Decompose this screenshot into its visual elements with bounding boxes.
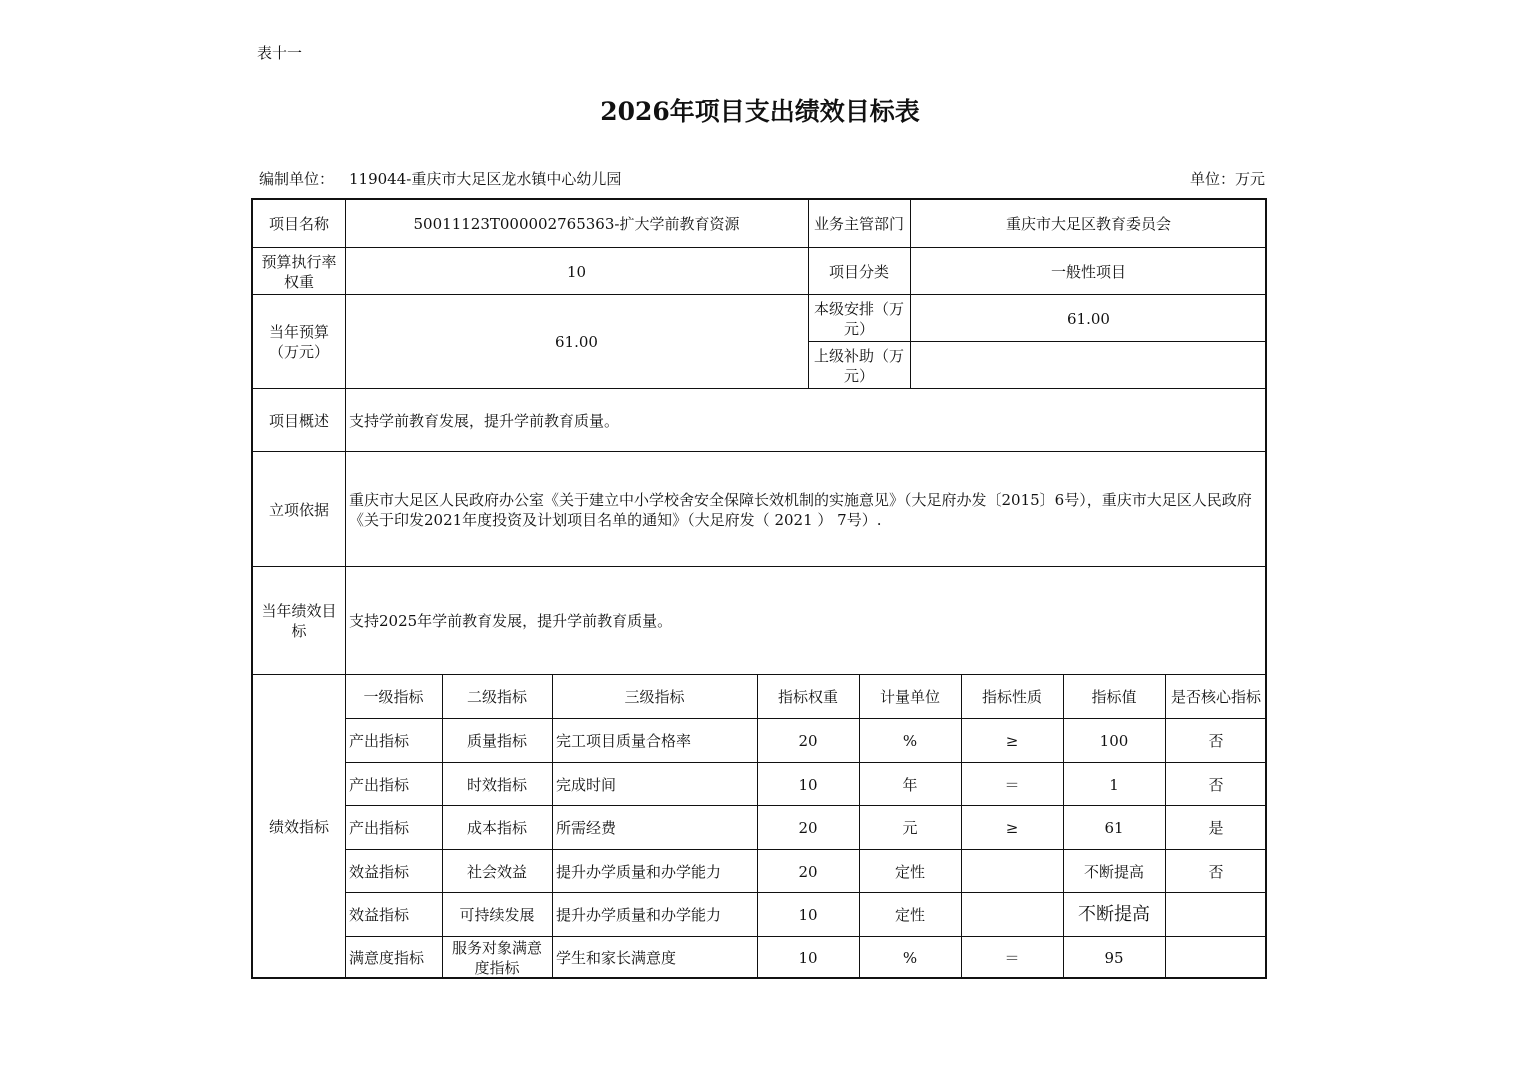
table-cell bbox=[1165, 937, 1267, 979]
table-cell: 不断提高 bbox=[1083, 862, 1144, 881]
prep-unit-value: 119044-重庆市大足区龙水镇中心幼儿园 bbox=[349, 170, 622, 188]
subsidy-value bbox=[910, 342, 1267, 389]
subsidy-label: 上级补助（万元） bbox=[813, 346, 904, 385]
column-header: 二级指标 bbox=[466, 688, 527, 706]
table-cell: 满意度指标 bbox=[349, 949, 425, 967]
table-cell: 产出指标 bbox=[349, 819, 410, 837]
basis-value: 重庆市大足区人民政府办公室《关于建立中小学校舍安全保障长效机制的实施意见》（大足府办发〔2015〕6号），重庆市大足区人民政府《关于印发2021年度投资及计划项目名单的通知》（大足府发（ 2021 ） 7号）. bbox=[349, 490, 1252, 529]
table-cell: 时效指标 bbox=[466, 775, 527, 794]
budget-value: 61.00 bbox=[555, 333, 598, 351]
category-label: 项目分类 bbox=[828, 262, 889, 281]
table-cell: ＝ bbox=[1004, 949, 1020, 967]
column-header: 计量单位 bbox=[879, 688, 940, 706]
table-cell: % bbox=[902, 732, 918, 750]
dept-value: 重庆市大足区教育委员会 bbox=[1005, 215, 1171, 233]
table-cell: 是 bbox=[1208, 819, 1224, 837]
table-cell bbox=[961, 850, 1063, 893]
column-header: 一级指标 bbox=[363, 688, 424, 706]
table-cell: 效益指标 bbox=[349, 862, 410, 881]
local-funding-label: 本级安排（万元） bbox=[813, 299, 904, 338]
local-funding-value: 61.00 bbox=[1067, 309, 1110, 328]
table-cell: 20 bbox=[798, 862, 818, 881]
annual-goal-value: 支持2025年学前教育发展，提升学前教育质量。 bbox=[349, 612, 673, 630]
table-cell: ≥ bbox=[1005, 819, 1019, 837]
table-cell: 提升办学质量和办学能力 bbox=[556, 906, 722, 924]
category-value: 一般性项目 bbox=[1050, 262, 1126, 281]
table-cell: 100 bbox=[1099, 732, 1129, 750]
column-header: 三级指标 bbox=[624, 688, 685, 706]
table-cell: ＝ bbox=[1004, 775, 1020, 794]
overview-value: 支持学前教育发展，提升学前教育质量。 bbox=[349, 411, 620, 430]
column-header: 指标权重 bbox=[777, 688, 838, 706]
page-title: 2026年项目支出绩效目标表 bbox=[600, 97, 920, 126]
table-cell: 年 bbox=[902, 775, 918, 794]
table-cell: 产出指标 bbox=[349, 732, 410, 750]
indicators-label: 绩效指标 bbox=[268, 818, 329, 836]
table-cell: 20 bbox=[798, 732, 818, 750]
dept-label: 业务主管部门 bbox=[813, 215, 904, 233]
performance-table bbox=[251, 198, 1267, 979]
table-cell: 10 bbox=[798, 775, 818, 794]
table-cell bbox=[1165, 893, 1267, 937]
table-cell bbox=[961, 893, 1063, 937]
column-header: 是否核心指标 bbox=[1170, 688, 1261, 706]
table-cell: 完工项目质量合格率 bbox=[556, 732, 692, 750]
budget-label: 当年预算（万元） bbox=[268, 323, 329, 361]
table-cell: 定性 bbox=[894, 862, 925, 881]
annual-goal-label: 当年绩效目标 bbox=[261, 602, 337, 640]
table-cell: 提升办学质量和办学能力 bbox=[556, 862, 722, 881]
table-cell: 所需经费 bbox=[556, 819, 617, 837]
project-name-label: 项目名称 bbox=[268, 215, 329, 233]
table-cell: 完成时间 bbox=[556, 775, 617, 794]
table-cell: 20 bbox=[798, 819, 818, 837]
table-cell: 效益指标 bbox=[349, 906, 410, 924]
table-cell: 10 bbox=[798, 906, 818, 924]
table-cell: 1 bbox=[1109, 775, 1119, 794]
column-header: 指标性质 bbox=[981, 688, 1042, 706]
table-cell: ≥ bbox=[1005, 732, 1019, 750]
table-cell: 否 bbox=[1208, 862, 1224, 881]
table-cell: 不断提高 bbox=[1078, 904, 1150, 925]
table-cell: 否 bbox=[1208, 732, 1224, 750]
table-cell: 产出指标 bbox=[349, 775, 410, 794]
table-cell: 61 bbox=[1104, 819, 1124, 837]
table-cell: 可持续发展 bbox=[459, 906, 535, 924]
column-header: 指标值 bbox=[1091, 688, 1137, 706]
overview-label: 项目概述 bbox=[268, 411, 329, 430]
table-cell: 否 bbox=[1208, 775, 1224, 794]
table-cell: 定性 bbox=[894, 906, 925, 924]
table-cell: 学生和家长满意度 bbox=[556, 949, 677, 967]
table-number: 表十一 bbox=[257, 44, 303, 62]
table-cell: 质量指标 bbox=[466, 732, 527, 750]
table-cell: 成本指标 bbox=[466, 819, 527, 837]
table-cell: 社会效益 bbox=[466, 862, 527, 881]
prep-unit-label: 编制单位： bbox=[259, 170, 335, 188]
project-name-value: 50011123T000002765363-扩大学前教育资源 bbox=[413, 215, 740, 233]
table-cell: 元 bbox=[902, 819, 918, 837]
weight-label: 预算执行率权重 bbox=[261, 252, 337, 291]
basis-label: 立项依据 bbox=[268, 500, 329, 519]
table-cell: 10 bbox=[798, 949, 818, 967]
money-unit: 单位：万元 bbox=[1189, 170, 1265, 188]
table-cell: 95 bbox=[1104, 949, 1124, 967]
table-cell: 服务对象满意度指标 bbox=[451, 939, 542, 977]
table-cell: % bbox=[902, 949, 918, 967]
weight-value: 10 bbox=[566, 262, 587, 281]
